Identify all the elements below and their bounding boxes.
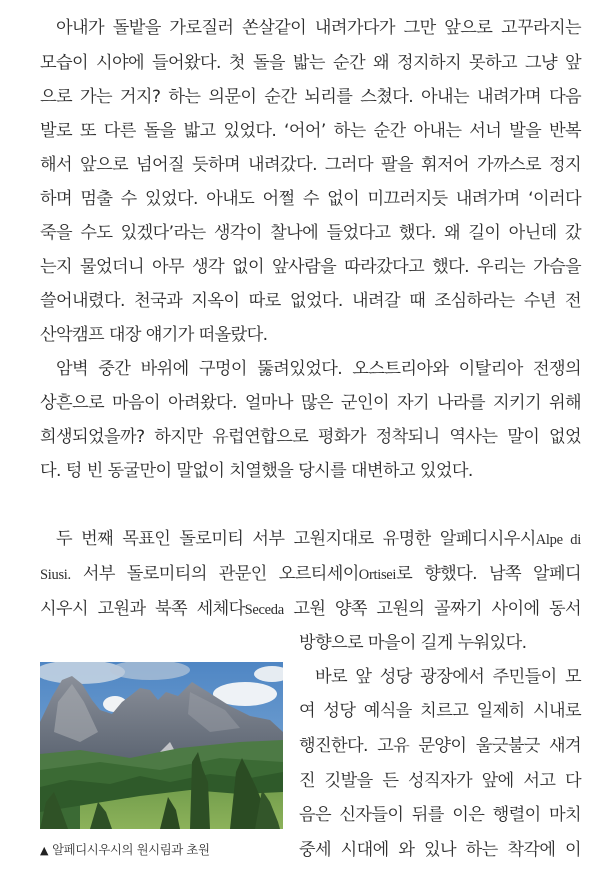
text-line: 여 성당 예식을 치르고 일제히 시내로 [299,701,581,721]
text-line: 해서 앞으로 넘어질 듯하며 내려갔다. 그러다 팔을 휘저어 가까스로 정지 [40,155,581,175]
triangle-marker-icon: ▲ [40,844,49,857]
text-line: 음은 신자들이 뒤를 이은 행렬이 마치 [299,805,581,825]
text-line: 으로 가는 거지? 하는 의문이 순간 뇌리를 스쳤다. 아내는 내려가며 다음 [40,87,581,107]
text-line [40,557,581,591]
latin-term: Ortisei [358,567,397,583]
text-line: 바로 앞 성당 광장에서 주민들이 모 [315,667,581,687]
text-line: 진 깃발을 든 성직자가 앞에 서고 다 [299,771,581,791]
latin-term: Alpe di [535,532,581,548]
text-line: 행진한다. 고유 문양이 울긋불긋 새겨 [299,736,581,756]
text-line: 산악캠프 대장 얘기가 떠올랐다. [40,325,268,345]
text-span: 시우시 고원과 북쪽 세체다 [40,599,245,619]
text-span: 서부 돌로미티의 관문인 오르티세이 [70,564,359,584]
text-line [40,592,581,626]
latin-term: Seceda [244,602,284,618]
text-line: 다. 텅 빈 동굴만이 말없이 치열했을 당시를 대변하고 있었다. [40,461,473,481]
text-line: 희생되었을까? 하지만 유럽연합으로 평화가 정착되니 역사는 말이 없었 [40,427,581,447]
text-line: 하며 멈출 수 있었다. 아내도 어쩔 수 없이 미끄러지듯 내려가며 ‘이러다 [40,189,581,209]
text-line: 방향으로 마을이 길게 누워있다. [299,633,527,653]
mountain-photo [40,662,283,829]
text-span: 고원 양쪽 고원의 골짜기 사이에 동서 [283,599,581,619]
text-line: 는지 물었더니 아무 생각 없이 앞사람을 따라갔다고 했다. 우리는 가슴을 [40,257,581,277]
text-line: 발로 또 다른 돌을 밟고 있었다. ‘어어’ 하는 순간 아내는 서너 발을 반복 [40,121,581,141]
text-line: 죽을 수도 있겠다’라는 생각이 찰나에 들었다고 했다. 왜 길이 아닌데 갔 [40,223,581,243]
text-line: 쓸어내렸다. 천국과 지옥이 따로 없었다. 내려갈 때 조심하라는 수년 전 [40,291,581,311]
text-span: 두 번째 목표인 돌로미티 서부 고원지대로 유명한 알페디시우시 [56,529,536,549]
text-line: 중세 시대에 와 있나 하는 착각에 이 [299,840,581,860]
text-line: 아내가 돌밭을 가로질러 쏜살같이 내려가다가 그만 앞으로 고꾸라지는 [56,18,581,38]
text-line: 상흔으로 마음이 아려왔다. 얼마나 많은 군인이 자기 나라를 지키기 위해 [40,393,581,413]
figure-caption [40,838,210,862]
text-span: 로 향했다. 남쪽 알페디 [396,564,581,584]
text-line: 모습이 시야에 들어왔다. 첫 돌을 밟는 순간 왜 정지하지 못하고 그냥 앞 [40,53,581,73]
text-line: 암벽 중간 바위에 구멍이 뚫려있었다. 오스트리아와 이탈리아 전쟁의 [56,359,581,379]
text-line [56,522,581,556]
caption-text: 알페디시우시의 원시림과 초원 [52,842,210,857]
latin-term: Siusi. [40,567,71,583]
